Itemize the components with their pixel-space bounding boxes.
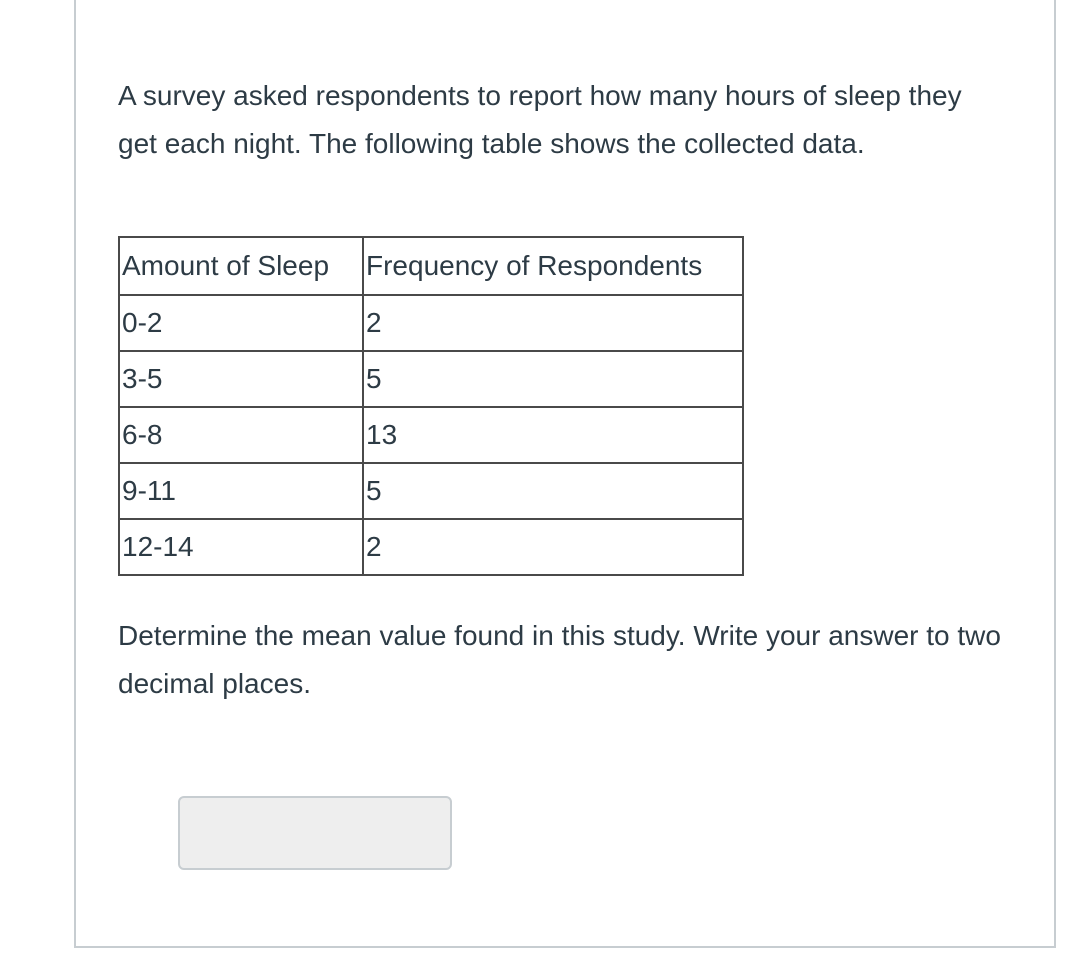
question-content [118,72,1018,699]
table-cell-amount: 6-8 [119,407,363,463]
table-cell-frequency: 2 [363,295,743,351]
table-cell-frequency: 5 [363,463,743,519]
table-cell-amount: 3-5 [119,351,363,407]
table-row [119,519,743,575]
question-intro: A survey asked respondents to report how many hours of sleep they get each night. The following table shows the collected data. [118,80,962,159]
table-header-amount: Amount of Sleep [119,237,363,295]
question-prompt: Determine the mean value found in this study. Write your answer to two decimal places. [118,620,1001,699]
table-cell-frequency: 5 [363,351,743,407]
table-cell-amount: 12-14 [119,519,363,575]
table-header-frequency: Frequency of Respondents [363,237,743,295]
table-cell-frequency: 2 [363,519,743,575]
sleep-frequency-table [118,236,744,576]
table-row [119,407,743,463]
table-cell-amount: 9-11 [119,463,363,519]
answer-input[interactable] [178,796,452,870]
question-panel [74,0,1056,948]
table-header-row [119,237,743,295]
table-cell-frequency: 13 [363,407,743,463]
table-row [119,351,743,407]
table-row [119,295,743,351]
table-row [119,463,743,519]
table-cell-amount: 0-2 [119,295,363,351]
